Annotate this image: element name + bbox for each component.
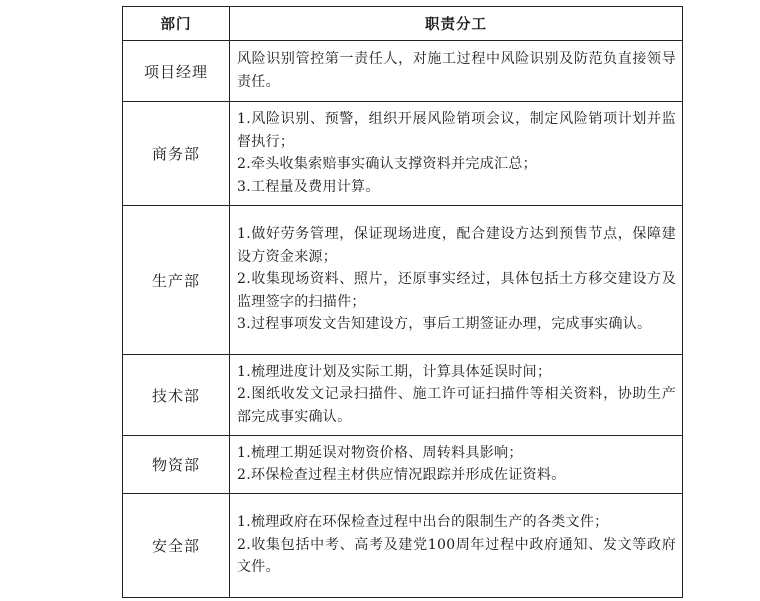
dept-cell: 安全部 (123, 494, 230, 598)
table-row (123, 355, 683, 436)
table-row (123, 436, 683, 494)
table-row (123, 206, 683, 355)
table-row (123, 494, 683, 598)
duty-cell (230, 41, 683, 102)
duty-line: 2.图纸收发文记录扫描件、施工许可证扫描件等相关资料，协助生产部完成事实确认。 (237, 386, 676, 425)
duty-line: 1.梳理进度计划及实际工期，计算具体延误时间； (237, 363, 552, 380)
duty-line: 1.风险识别、预警，组织开展风险销项会议，制定风险销项计划并监督执行； (237, 111, 676, 150)
dept-cell: 项目经理 (123, 41, 230, 102)
duty-cell (230, 436, 683, 494)
duty-line: 2.牵头收集索赔事实确认支撑资料并完成汇总； (237, 156, 537, 172)
dept-cell: 商务部 (123, 102, 230, 206)
table-row (123, 41, 683, 102)
responsibility-table (122, 6, 683, 598)
table-row (123, 102, 683, 206)
duty-line: 2.收集包括中考、高考及建党100周年过程中政府通知、发文等政府文件。 (237, 536, 676, 576)
duty-line: 1.做好劳务管理，保证现场进度，配合建设方达到预售节点，保障建设方资金来源； (237, 226, 676, 265)
duty-line: 风险识别管控第一责任人，对施工过程中风险识别及防范负直接领导责任。 (237, 51, 676, 90)
dept-cell: 物资部 (123, 436, 230, 494)
header-dept: 部门 (123, 7, 230, 41)
duty-line: 2.收集现场资料、照片，还原事实经过，具体包括土方移交建设方及监理签字的扫描件； (237, 271, 676, 310)
dept-cell: 技术部 (123, 355, 230, 436)
table-header-row (123, 7, 683, 41)
duty-cell (230, 494, 683, 598)
duty-cell (230, 355, 683, 436)
duty-cell (230, 206, 683, 355)
duty-line: 1.梳理工期延误对物资价格、周转料具影响； (237, 444, 523, 461)
dept-cell: 生产部 (123, 206, 230, 355)
header-duty: 职责分工 (230, 7, 683, 41)
duty-line: 3.工程量及费用计算。 (237, 178, 380, 195)
duty-line: 3.过程事项发文告知建设方，事后工期签证办理，完成事实确认。 (237, 316, 652, 333)
duty-line: 2.环保检查过程主材供应情况跟踪并形成佐证资料。 (237, 467, 566, 483)
duty-line: 1.梳理政府在环保检查过程中出台的限制生产的各类文件； (237, 514, 609, 531)
duty-cell (230, 102, 683, 206)
